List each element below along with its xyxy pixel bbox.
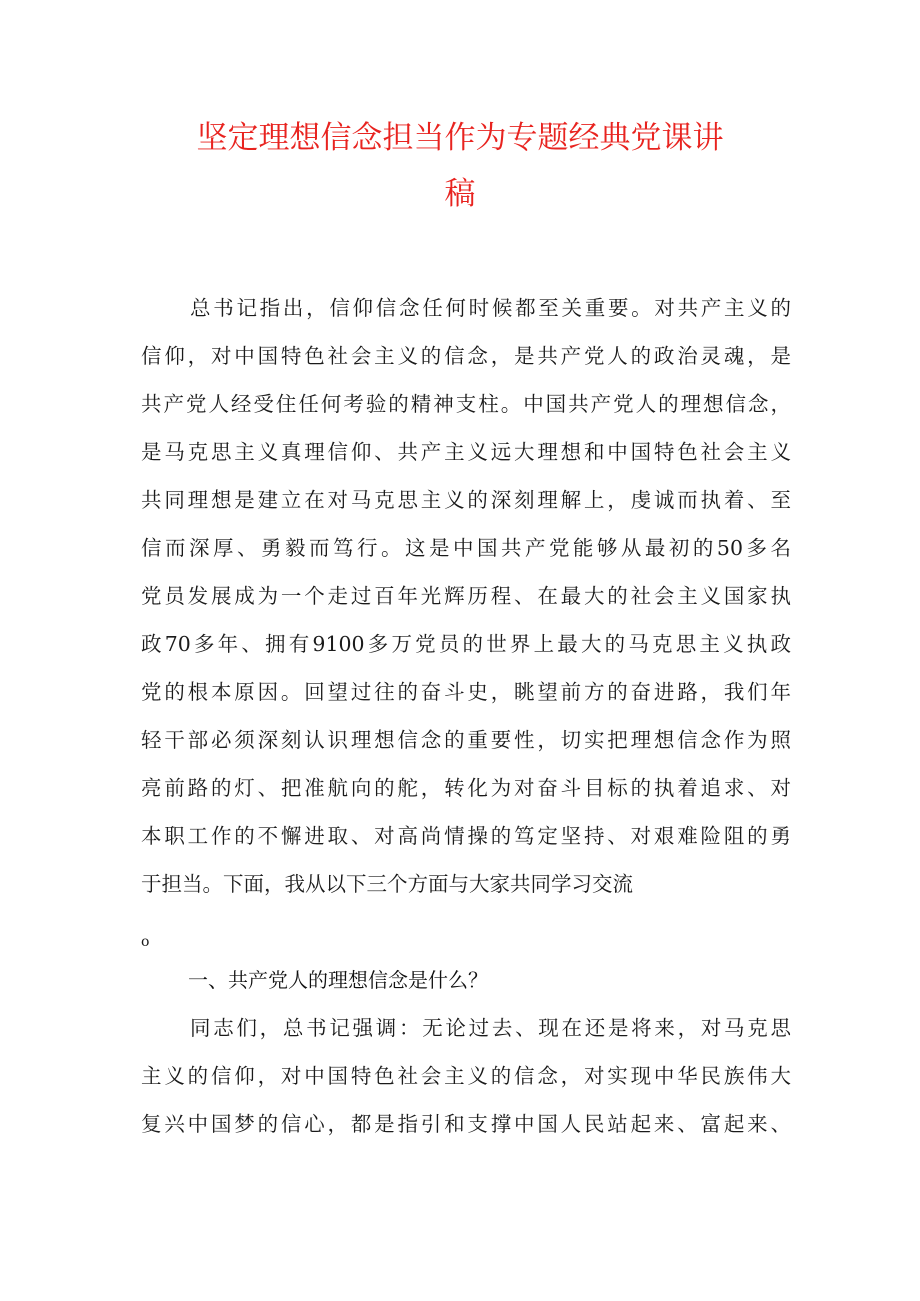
stray-mark: o: [141, 934, 150, 950]
paragraph-1-line-5: 共同理想是建立在对马克思主义的深刻理解上，虔诚而执着、至: [141, 488, 791, 512]
paragraph-2-line-3: 复兴中国梦的信心，都是指引和支撑中国人民站起来、富起来、: [141, 1112, 791, 1136]
paragraph-1-line-2: 信仰，对中国特色社会主义的信念，是共产党人的政治灵魂，是: [141, 344, 791, 368]
paragraph-1-line-4: 是马克思主义真理信仰、共产主义远大理想和中国特色社会主义: [141, 440, 791, 464]
paragraph-1-line-8: 政70多年、拥有9100多万党员的世界上最大的马克思主义执政: [141, 632, 791, 656]
paragraph-1-line-6: 信而深厚、勇毅而笃行。这是中国共产党能够从最初的50多名: [141, 536, 791, 560]
paragraph-1-line-12: 本职工作的不懈进取、对高尚情操的笃定坚持、对艰难险阻的勇: [141, 824, 791, 848]
document-title-line-1: 坚定理想信念担当作为专题经典党课讲: [196, 120, 724, 156]
paragraph-1-line-11: 亮前路的灯、把准航向的舵，转化为对奋斗目标的执着追求、对: [141, 776, 791, 800]
section-1-heading: 一、共产党人的理想信念是什么？: [188, 968, 488, 992]
paragraph-2-line-1: 同志们，总书记强调：无论过去、现在还是将来，对马克思: [190, 1016, 791, 1040]
paragraph-1-line-3: 共产党人经受住任何考验的精神支柱。中国共产党人的理想信念，: [141, 392, 791, 416]
paragraph-2-line-2: 主义的信仰，对中国特色社会主义的信念，对实现中华民族伟大: [141, 1064, 791, 1088]
document-title-line-2: 稿: [444, 176, 476, 212]
paragraph-1-line-1: 总书记指出，信仰信念任何时候都至关重要。对共产主义的: [190, 296, 791, 320]
paragraph-1-line-10: 轻干部必须深刻认识理想信念的重要性，切实把理想信念作为照: [141, 728, 791, 752]
paragraph-1-line-13: 于担当。下面，我从以下三个方面与大家共同学习交流: [141, 872, 633, 896]
paragraph-1-line-9: 党的根本原因。回望过往的奋斗史，眺望前方的奋进路，我们年: [141, 680, 791, 704]
paragraph-1-line-7: 党员发展成为一个走过百年光辉历程、在最大的社会主义国家执: [141, 584, 791, 608]
